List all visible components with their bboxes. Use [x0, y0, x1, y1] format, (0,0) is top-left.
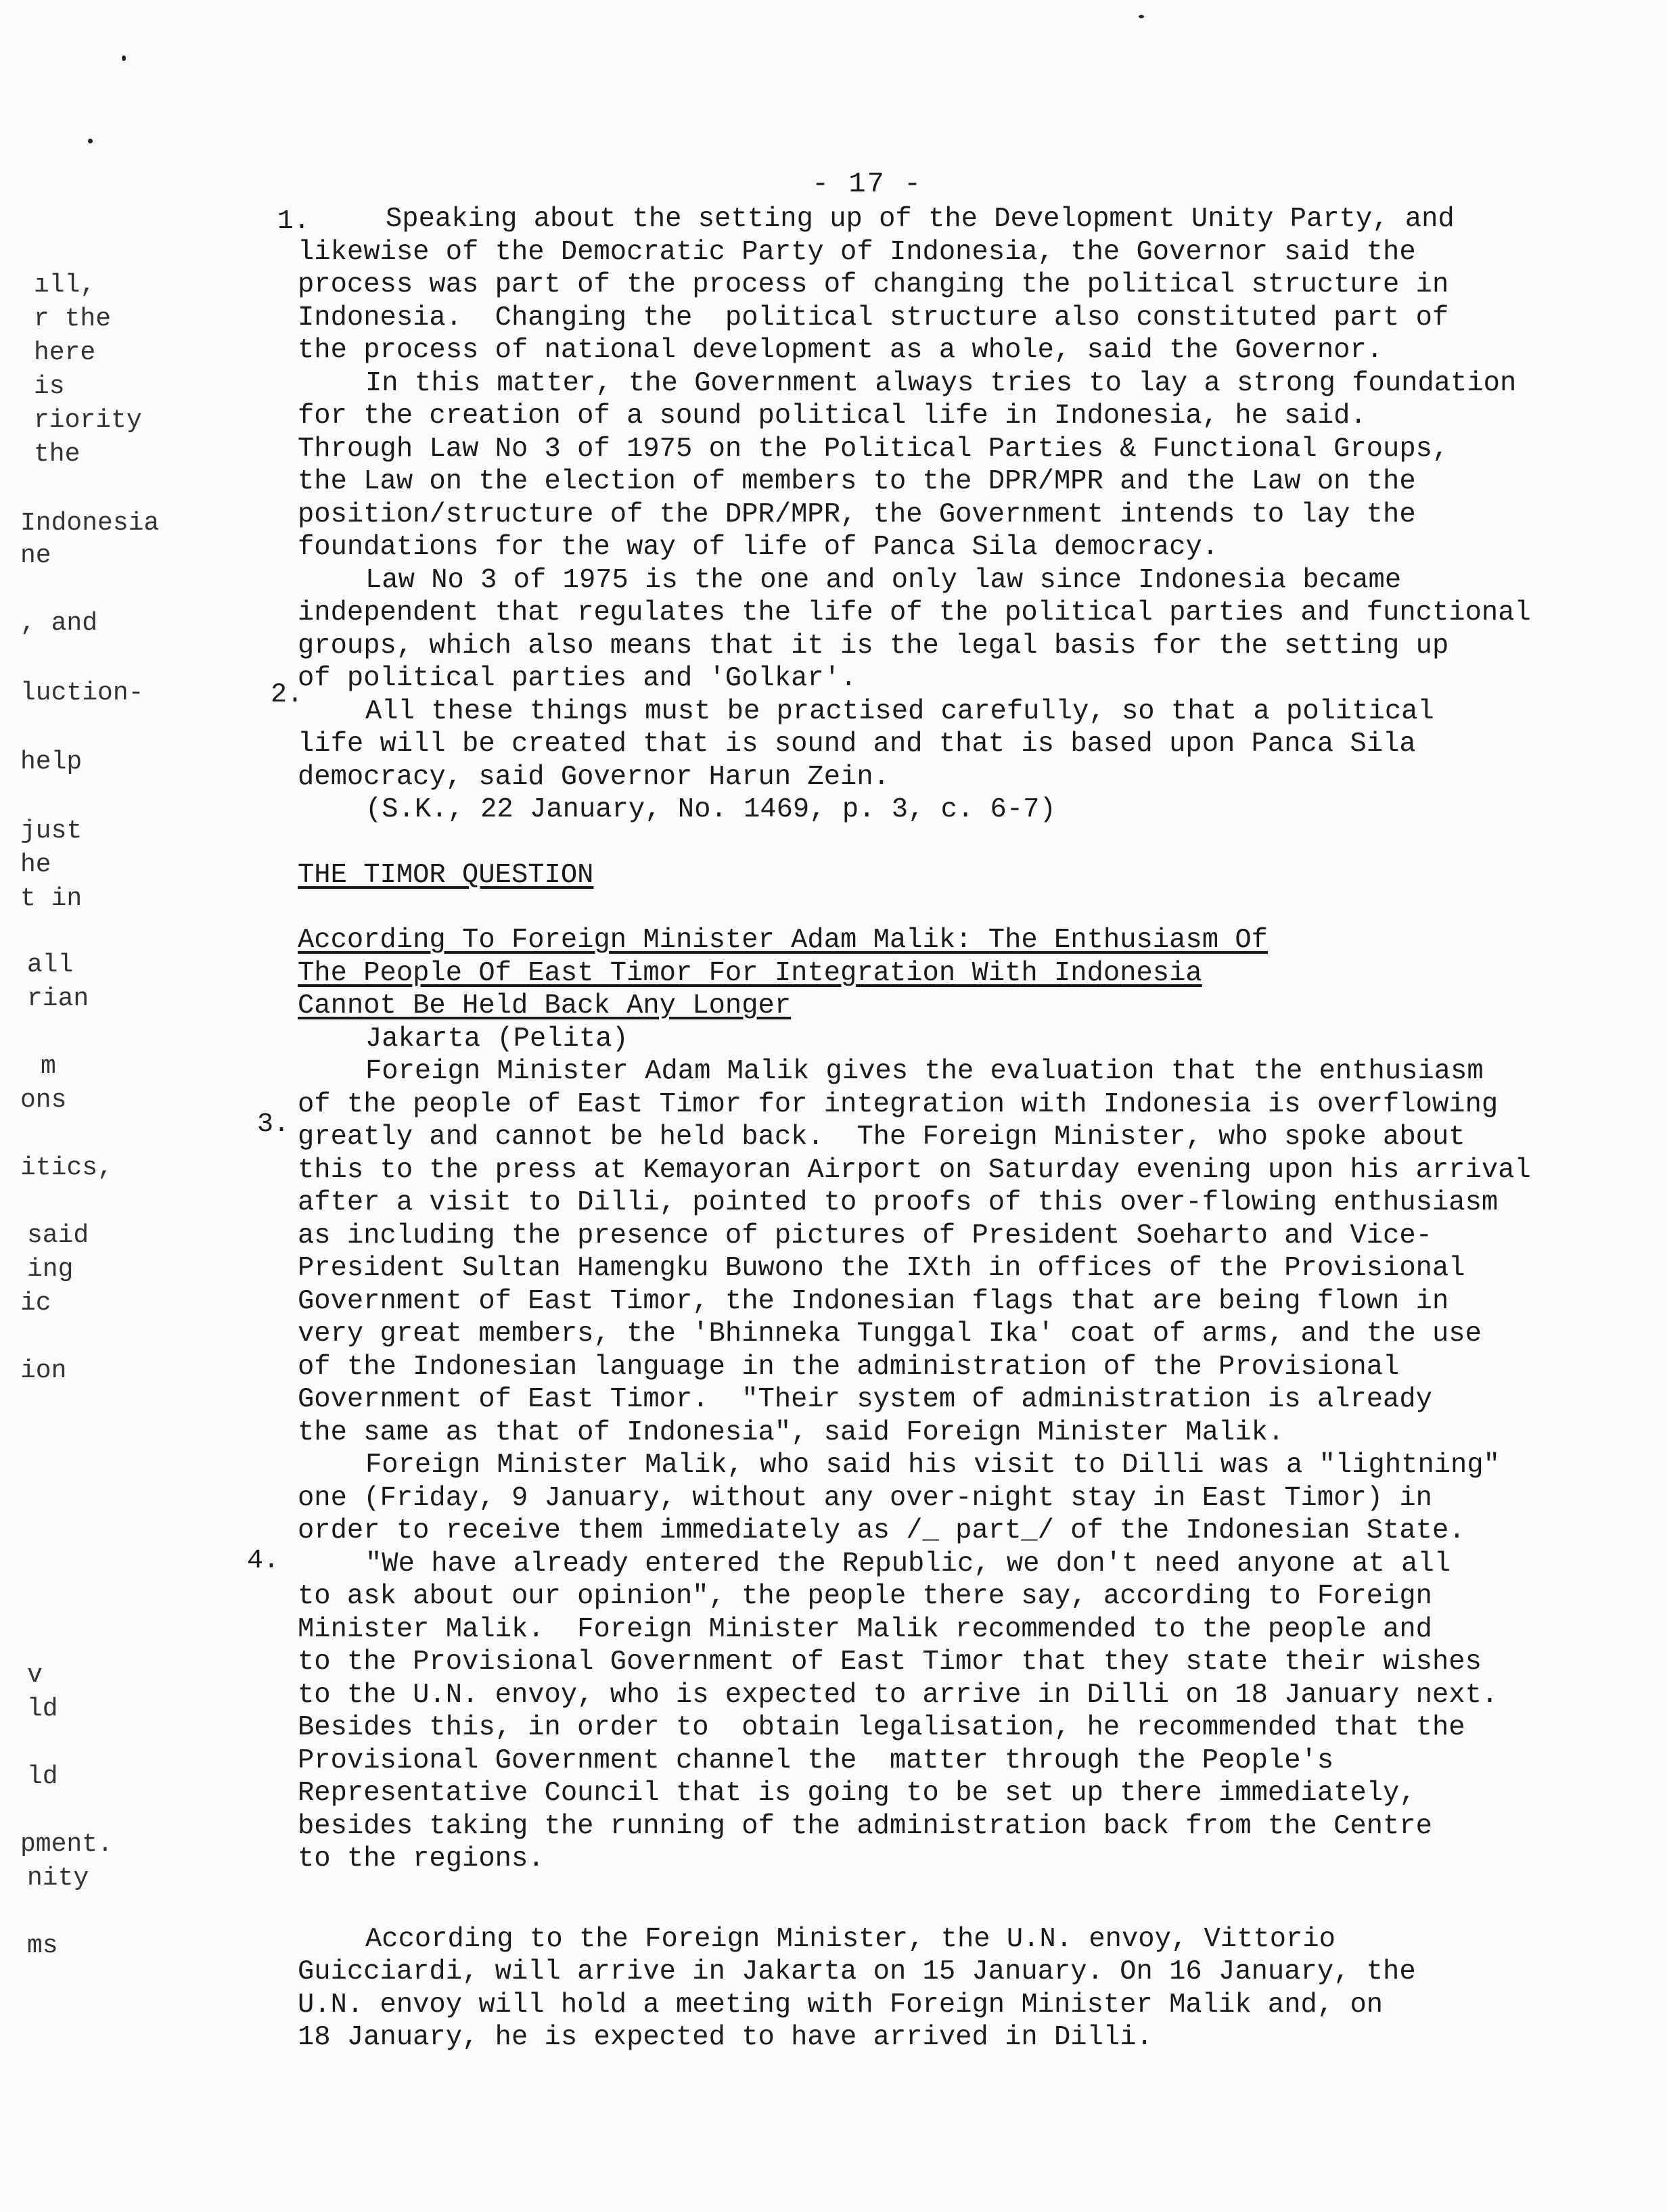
margin-fragment: r the: [34, 304, 112, 333]
text-line: Foreign Minister Malik, who said his visit to Dilli was a "lightning": [365, 1450, 1500, 1481]
text-line: Representative Council that is going to be set up there immediately,: [298, 1778, 1416, 1809]
text-line: All these things must be practised carefully, so that a political: [365, 695, 1434, 727]
text-line: this to the press at Kemayoran Airport on Saturday evening upon his arrival: [298, 1154, 1531, 1186]
page-number: - 17 -: [812, 168, 923, 200]
text-line: besides taking the running of the administration back from the Centre: [298, 1810, 1432, 1842]
text-line: life will be created that is sound and that is based upon Panca Sila: [298, 729, 1416, 760]
text-line: for the creation of a sound political life in Indonesia, he said.: [298, 400, 1367, 432]
margin-fragment: , and: [20, 609, 98, 638]
text-line: order to receive them immediately as /_ part_/ of the Indonesian State.: [298, 1515, 1465, 1546]
text-line: Guicciardi, will arrive in Jakarta on 15 January. On 16 January, the: [298, 1956, 1416, 1987]
spacer: [298, 1876, 1610, 1923]
text-line: to ask about our opinion", the people there say, according to Foreign: [298, 1581, 1432, 1612]
margin-fragment: riority: [34, 406, 142, 435]
text-line: 18 January, he is expected to have arrived in Dilli.: [298, 2022, 1153, 2053]
text-line: to the regions.: [298, 1843, 545, 1874]
margin-fragment: itics,: [20, 1153, 113, 1182]
section-governor-statement: [298, 203, 1610, 827]
text-line: Minister Malik. Foreign Minister Malik recommended to the people and: [298, 1613, 1432, 1645]
paragraph-number: 4.: [247, 1546, 280, 1576]
left-margin-fragments: [0, 0, 176, 2212]
text-line: "We have already entered the Republic, we don't need anyone at all: [365, 1548, 1451, 1580]
margin-fragment: ic: [20, 1289, 51, 1318]
text-line: Government of East Timor, the Indonesian flags that are being flown in: [298, 1285, 1449, 1317]
margin-fragment: ons: [20, 1086, 67, 1115]
margin-fragment: said: [27, 1221, 89, 1250]
margin-fragment: rian: [27, 984, 89, 1013]
margin-fragment: just: [20, 816, 83, 846]
margin-fragment: ıll,: [34, 271, 96, 300]
margin-fragment: v: [27, 1661, 43, 1690]
text-line: Government of East Timor. "Their system of administration is already: [298, 1384, 1432, 1415]
text-line: one (Friday, 9 January, without any over-night stay in East Timor) in: [298, 1482, 1432, 1514]
margin-fragment: nity: [27, 1864, 89, 1893]
margin-fragment: is: [34, 372, 65, 401]
text-line: to the U.N. envoy, who is expected to arrive in Dilli on 18 January next.: [298, 1679, 1499, 1711]
margin-fragment: he: [20, 850, 51, 879]
paragraph-number: 1.: [277, 206, 311, 237]
margin-fragment: luction-: [20, 678, 144, 708]
source-citation: (S.K., 22 January, No. 1469, p. 3, c. 6-7): [365, 794, 1056, 825]
text-line: process was part of the process of changing the political structure in: [298, 269, 1449, 300]
text-line: In this matter, the Government always tries to lay a strong foundation: [365, 367, 1517, 399]
speck: [1139, 15, 1144, 18]
dateline: Jakarta (Pelita): [365, 1023, 629, 1055]
margin-fragment: help: [20, 747, 83, 777]
margin-fragment: all: [27, 950, 74, 980]
spacer: [298, 892, 1610, 924]
text-line: groups, which also means that it is the legal basis for the setting up: [298, 630, 1449, 662]
margin-fragment: ms: [27, 1931, 58, 1960]
headline-line: According To Foreign Minister Adam Malik: The Enthusiasm Of: [298, 925, 1268, 956]
text-line: U.N. envoy will hold a meeting with Foreign Minister Malik and, on: [298, 1989, 1384, 2021]
text-line: likewise of the Democratic Party of Indonesia, the Governor said the: [298, 236, 1416, 268]
text-line: President Sultan Hamengku Buwono the IXth in offices of the Provisional: [298, 1253, 1465, 1284]
margin-fragment: m: [41, 1052, 56, 1081]
text-line: foundations for the way of life of Panca Sila democracy.: [298, 532, 1219, 563]
headline-line: The People Of East Timor For Integration With Indonesia: [298, 957, 1202, 989]
text-line: as including the presence of pictures of President Soeharto and Vice-: [298, 1220, 1432, 1251]
section-malik-statement: [298, 1055, 1610, 1876]
text-line: Through Law No 3 of 1975 on the Political Parties & Functional Groups,: [298, 433, 1449, 465]
text-line: after a visit to Dilli, pointed to proofs of this over-flowing enthusiasm: [298, 1187, 1499, 1218]
text-line: very great members, the 'Bhinneka Tunggal Ika' coat of arms, and the use: [298, 1318, 1482, 1350]
text-line: the same as that of Indonesia", said Foreign Minister Malik.: [298, 1416, 1285, 1448]
text-line: Law No 3 of 1975 is the one and only law since Indonesia became: [365, 564, 1402, 596]
paragraph-number: 3.: [257, 1109, 290, 1140]
section-un-envoy: [298, 1923, 1610, 2054]
text-line: democracy, said Governor Harun Zein.: [298, 761, 890, 793]
text-line: Speaking about the setting up of the Development Unity Party, and: [386, 204, 1455, 235]
text-line: the Law on the election of members to the DPR/MPR and the Law on the: [298, 466, 1416, 497]
margin-fragment: ld: [27, 1762, 58, 1791]
margin-fragment: ion: [20, 1356, 67, 1385]
headline-line: Cannot Be Held Back Any Longer: [298, 990, 792, 1021]
section-title: THE TIMOR QUESTION: [298, 859, 594, 891]
text-line: greatly and cannot be held back. The Foreign Minister, who spoke about: [298, 1122, 1465, 1153]
text-line: the process of national development as a whole, said the Governor.: [298, 335, 1384, 366]
margin-fragment: here: [34, 338, 96, 367]
margin-fragment: ld: [27, 1695, 58, 1724]
text-line: position/structure of the DPR/MPR, the Government intends to lay the: [298, 499, 1416, 530]
text-line: of the people of East Timor for integration with Indonesia is overflowing: [298, 1088, 1499, 1120]
margin-fragment: ing: [27, 1255, 74, 1284]
margin-fragment: Indonesia: [20, 509, 160, 538]
margin-fragment: t in: [20, 884, 83, 913]
paragraph-number: 2.: [271, 680, 304, 710]
text-line: independent that regulates the life of the political parties and functional: [298, 597, 1531, 628]
margin-fragment: ne: [20, 541, 51, 570]
text-line: According to the Foreign Minister, the U.N. envoy, Vittorio: [365, 1923, 1335, 1955]
document-body: [298, 203, 1610, 2054]
margin-fragment: pment.: [20, 1830, 113, 1859]
text-line: of political parties and 'Golkar'.: [298, 663, 857, 694]
text-line: of the Indonesian language in the administration of the Provisional: [298, 1351, 1400, 1383]
margin-fragment: the: [34, 440, 81, 469]
text-line: Besides this, in order to obtain legalisation, he recommended that the: [298, 1712, 1465, 1743]
text-line: Foreign Minister Adam Malik gives the evaluation that the enthusiasm: [365, 1056, 1484, 1087]
text-line: Provisional Government channel the matter through the People's: [298, 1745, 1334, 1776]
spacer: [298, 827, 1610, 859]
text-line: Indonesia. Changing the political structure also constituted part of: [298, 302, 1449, 333]
headline: [298, 924, 1610, 1023]
text-line: to the Provisional Government of East Timor that they state their wishes: [298, 1646, 1482, 1678]
